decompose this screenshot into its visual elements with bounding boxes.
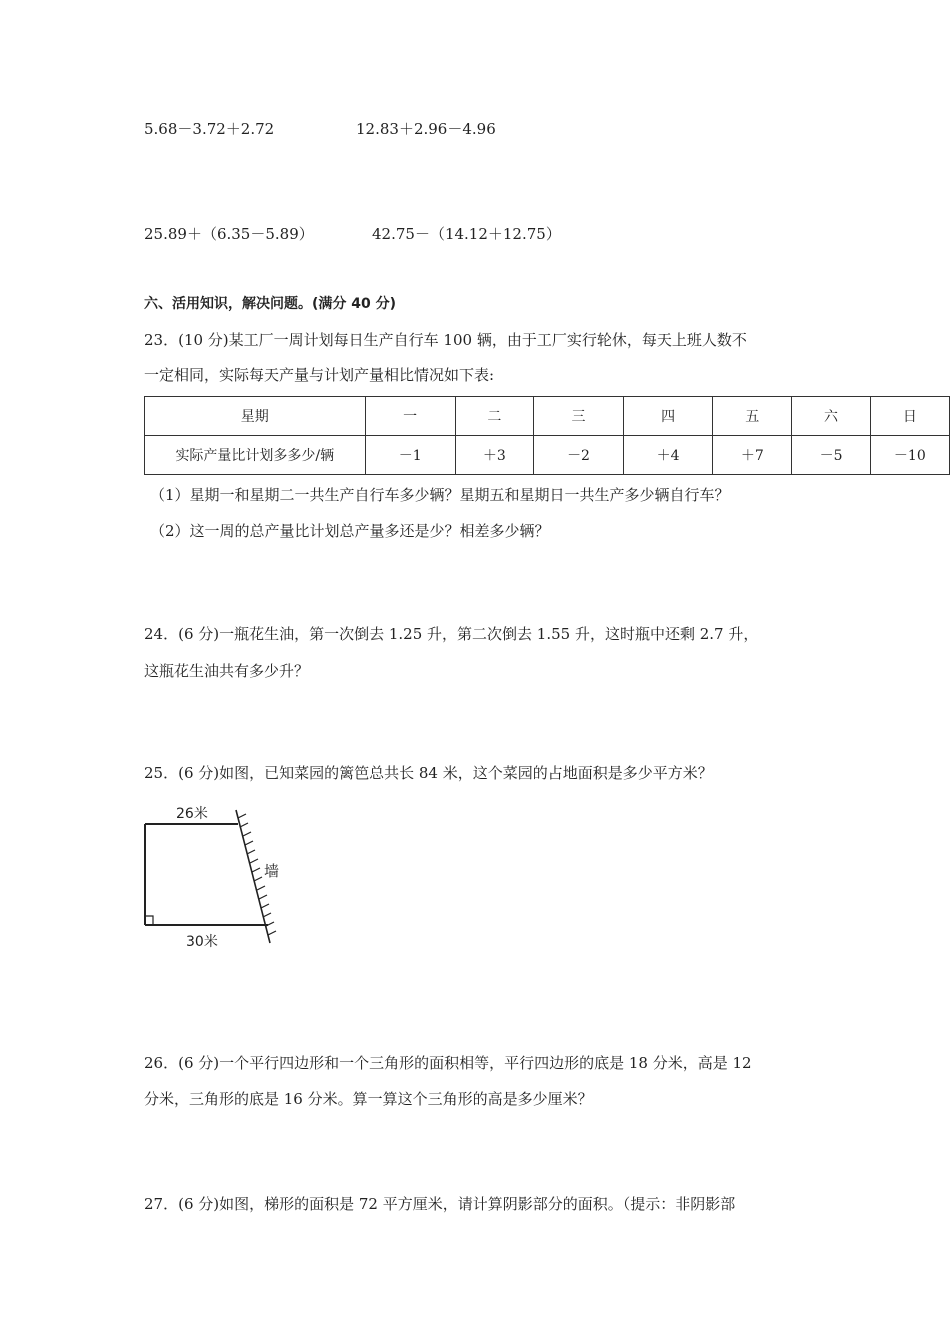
table-row xyxy=(145,397,950,436)
right-angle-mark xyxy=(145,916,153,925)
table-day-cell: 三 xyxy=(533,397,623,436)
q24-text-line2: 这瓶花生油共有多少升？ xyxy=(144,662,310,680)
table-value-cell: ＋3 xyxy=(455,436,533,475)
wall-label: 墙 xyxy=(264,862,280,880)
table-value-cell: ＋4 xyxy=(624,436,713,475)
table-day-cell: 六 xyxy=(792,397,870,436)
calc-expression-3: 25.89＋（6.35－5.89） xyxy=(144,225,314,243)
q26-text-line1: 26．(6 分)一个平行四边形和一个三角形的面积相等，平行四边形的底是 18 分米，高是 12 xyxy=(144,1054,752,1072)
table-row-label: 实际产量比计划多多少/辆 xyxy=(145,436,366,475)
section-title: 六、活用知识，解决问题。(满分 40 分) xyxy=(144,296,397,312)
calc-expression-2: 12.83＋2.96－4.96 xyxy=(356,120,496,138)
table-day-cell: 一 xyxy=(365,397,455,436)
q27-text-line1: 27．(6 分)如图，梯形的面积是 72 平方厘米，请计算阴影部分的面积。（提示：非阴影部 xyxy=(144,1195,736,1213)
top-length-label: 26米 xyxy=(176,806,208,822)
table-value-cell: －10 xyxy=(870,436,949,475)
bottom-length-label: 30米 xyxy=(186,934,218,950)
q25-text-line1: 25．(6 分)如图，已知菜园的篱笆总共长 84 米，这个菜园的占地面积是多少平方米？ xyxy=(144,764,713,782)
q26-text-line2: 分米，三角形的底是 16 分米。算一算这个三角形的高是多少厘米？ xyxy=(144,1090,593,1108)
q23-sub-question-2: （2）这一周的总产量比计划总产量多还是少？相差多少辆？ xyxy=(150,522,550,540)
table-day-cell: 日 xyxy=(870,397,949,436)
table-day-cell: 五 xyxy=(713,397,792,436)
garden-diagram xyxy=(140,800,300,955)
production-table xyxy=(144,396,950,475)
table-header-label: 星期 xyxy=(145,397,366,436)
calc-expression-4: 42.75－（14.12＋12.75） xyxy=(372,225,561,243)
table-value-cell: －2 xyxy=(533,436,623,475)
q23-sub-question-1: （1）星期一和星期二一共生产自行车多少辆？星期五和星期日一共生产多少辆自行车？ xyxy=(150,486,730,504)
table-row xyxy=(145,436,950,475)
table-value-cell: ＋7 xyxy=(713,436,792,475)
table-value-cell: －1 xyxy=(365,436,455,475)
q24-text-line1: 24．(6 分)一瓶花生油，第一次倒去 1.25 升，第二次倒去 1.55 升，这时瓶中还剩 2.7 升， xyxy=(144,625,759,643)
garden-figure xyxy=(140,800,300,959)
table-value-cell: －5 xyxy=(792,436,870,475)
table-day-cell: 二 xyxy=(455,397,533,436)
table-day-cell: 四 xyxy=(624,397,713,436)
calc-expression-1: 5.68－3.72＋2.72 xyxy=(144,120,275,138)
q23-text-line2: 一定相同，实际每天产量与计划产量相比情况如下表: xyxy=(144,366,495,384)
q23-text-line1: 23．(10 分)某工厂一周计划每日生产自行车 100 辆，由于工厂实行轮休，每天上班人数不 xyxy=(144,331,747,349)
